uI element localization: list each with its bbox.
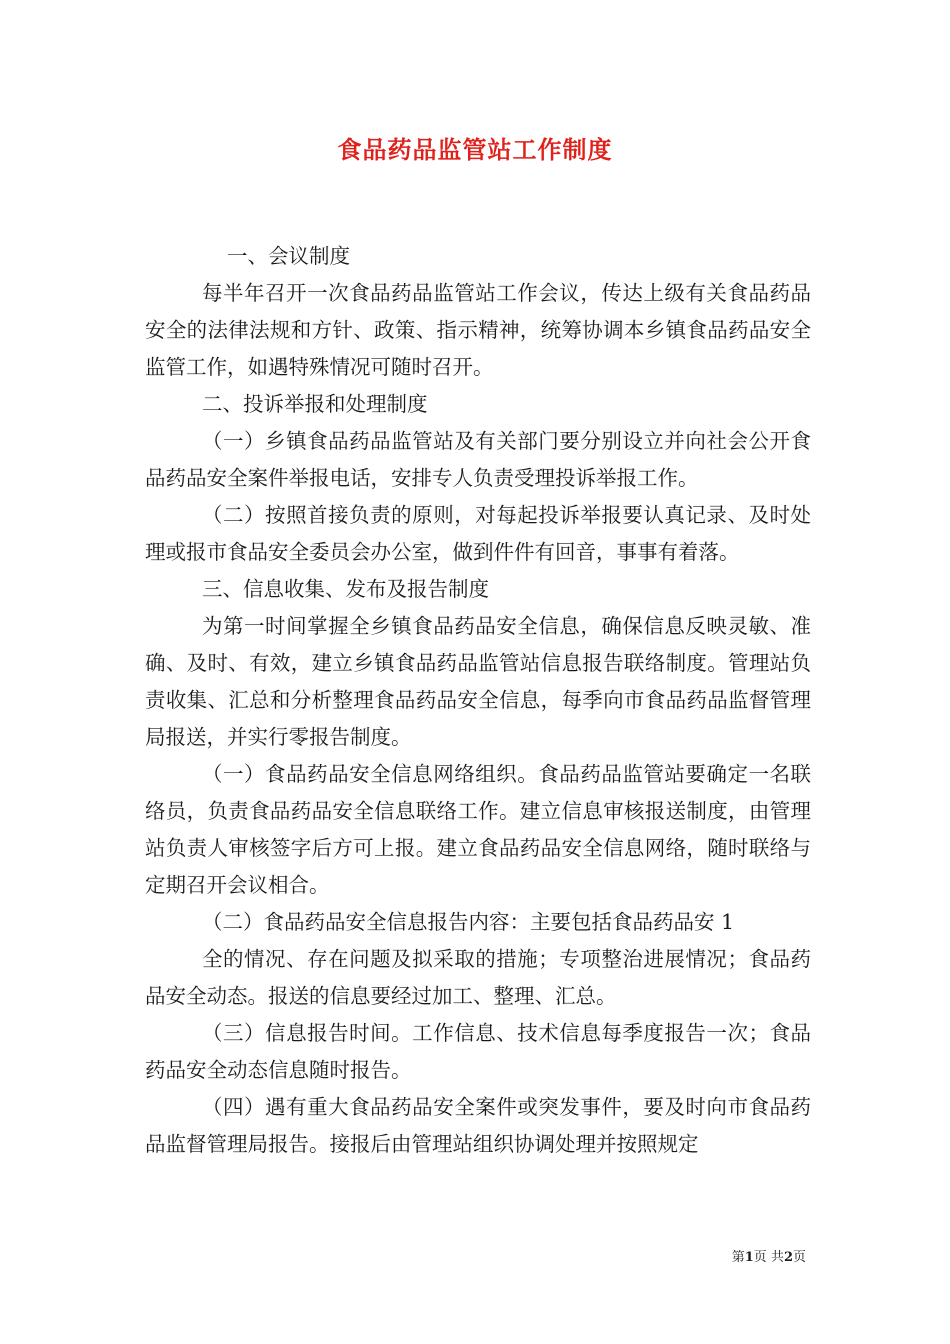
section-heading-information: 三、信息收集、发布及报告制度 [202, 577, 489, 601]
paragraph: （二）按照首接负责的原则，对每起投诉举报要认真记录、及时处理或报市食品安全委员会办公室，做到件件有回音，事事有着落。 [145, 503, 811, 564]
section-heading-complaints: 二、投诉举报和处理制度 [202, 392, 428, 416]
paragraph: 为第一时间掌握全乡镇食品药品安全信息，确保信息反映灵敏、准确、及时、有效，建立乡镇食品药品监管站信息报告联络制度。管理站负责收集、汇总和分析整理食品药品安全信息，每季向市食品药品监督管理局报送，并实行零报告制度。 [145, 614, 811, 749]
page-number-current: 1 [744, 1250, 754, 1265]
document-body [145, 238, 811, 1163]
document-title: 食品药品监管站工作制度 [337, 135, 613, 164]
paragraph: （三）信息报告时间。工作信息、技术信息每季度报告一次；食品药品安全动态信息随时报告。 [145, 1021, 811, 1082]
page-number-middle: 页 共 [753, 1250, 784, 1265]
paragraph: （一）食品药品安全信息网络组织。食品药品监管站要确定一名联络员，负责食品药品安全信息联络工作。建立信息审核报送制度，由管理站负责人审核签字后方可上报。建立食品药品安全信息网络，随时联络与定期召开会议相合。 [145, 762, 811, 897]
paragraph: 全的情况、存在问题及拟采取的措施；专项整治进展情况；食品药品安全动态。报送的信息要经过加工、整理、汇总。 [145, 947, 811, 1008]
section-heading-meeting: 一、会议制度 [227, 244, 350, 268]
paragraph: （二）食品药品安全信息报告内容：主要包括食品药品安 1 [202, 910, 735, 934]
page-number [732, 1246, 806, 1265]
page-number-total: 2 [783, 1250, 793, 1265]
page-number-prefix: 第 [731, 1250, 745, 1265]
page-number-suffix: 页 [792, 1250, 806, 1265]
paragraph: （一）乡镇食品药品监管站及有关部门要分别设立并向社会公开食品药品安全案件举报电话，安排专人负责受理投诉举报工作。 [145, 429, 811, 490]
paragraph: 每半年召开一次食品药品监管站工作会议，传达上级有关食品药品安全的法律法规和方针、政策、指示精神，统筹协调本乡镇食品药品安全监管工作，如遇特殊情况可随时召开。 [145, 281, 811, 379]
paragraph: （四）遇有重大食品药品安全案件或突发事件，要及时向市食品药品监督管理局报告。接报后由管理站组织协调处理并按照规定 [145, 1095, 811, 1156]
